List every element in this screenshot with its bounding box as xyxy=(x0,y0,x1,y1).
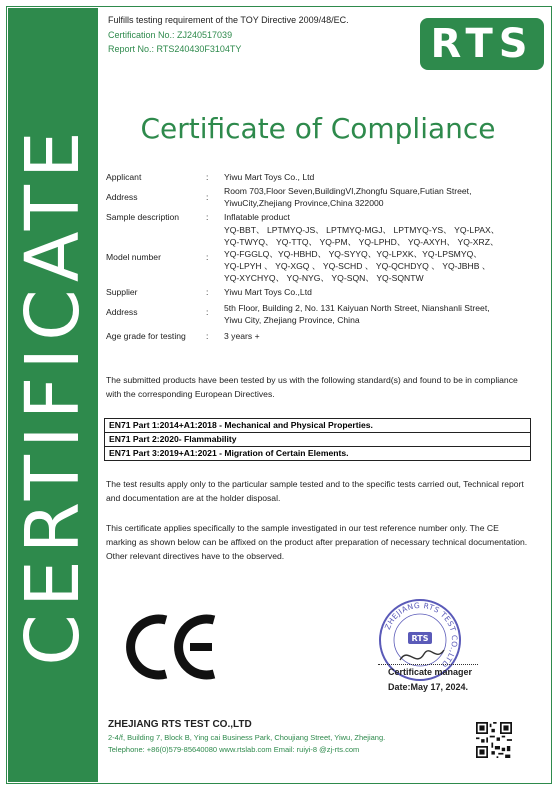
qr-code-icon[interactable] xyxy=(476,722,512,758)
supplier-address-label: Address xyxy=(106,307,138,317)
sample-value: Inflatable product xyxy=(224,212,290,222)
supplier-label: Supplier xyxy=(106,287,138,297)
certification-number: Certification No.: ZJ240517039 xyxy=(108,30,233,40)
page-title: Certificate of Compliance xyxy=(140,112,496,145)
field-colon: : xyxy=(206,331,209,341)
directive-line: Fulfills testing requirement of the TOY Directive 2009/48/EC. xyxy=(108,15,349,25)
footer-company: ZHEJIANG RTS TEST CO.,LTD xyxy=(108,719,252,730)
standard-row: EN71 Part 1:2014+A1:2018 - Mechanical and Physical Properties. xyxy=(105,419,530,433)
field-colon: : xyxy=(206,307,209,317)
footer-address: 2-4/f, Building 7, Block B, Ying cai Business Park, Choujiang Street, Yiwu, Zhejiang. xyxy=(108,733,386,742)
sidebar-certificate-text: CERTIFICATE xyxy=(10,124,96,666)
age-value: 3 years + xyxy=(224,331,260,341)
applicability-note: This certificate applies specifically to the sample investigated in our test reference number only. The CE marking as shown below can be affixed on the product after preparation of necessary technical documentation. Other relevant directives have to the observed. xyxy=(106,523,528,561)
applicant-value: Yiwu Mart Toys Co., Ltd xyxy=(224,172,315,182)
ce-mark-text: CE xyxy=(124,612,126,613)
address-value xyxy=(224,185,531,209)
address-line-2: YiwuCity,Zhejiang Province,China 322000 xyxy=(224,198,384,208)
model-value xyxy=(224,224,531,284)
results-note: The test results apply only to the particular sample tested and to the specific tests carried out, Technical report and documentation are at the holder disposal. xyxy=(106,479,524,503)
signature-line xyxy=(378,664,478,665)
sample-label: Sample description xyxy=(106,212,180,222)
standard-row: EN71 Part 3:2019+A1:2021 - Migration of Certain Elements. xyxy=(109,448,349,458)
address-label: Address xyxy=(106,192,138,202)
certificate-sidebar xyxy=(8,8,98,782)
seal-center-text: RTS xyxy=(411,634,429,643)
supplier-row xyxy=(106,286,531,298)
issue-date: Date:May 17, 2024. xyxy=(388,682,469,692)
field-colon: : xyxy=(206,287,209,297)
field-colon: : xyxy=(206,252,209,262)
address-line-1: Room 703,Floor Seven,BuildingVI,Zhongfu Square,Futian Street, xyxy=(224,186,472,196)
footer-contact: Telephone: +86(0)579-85640080 www.rtslab.com Email: ruiyi-8 @zj-rts.com xyxy=(108,745,360,754)
certificate-fields xyxy=(106,171,531,342)
sample-row xyxy=(106,211,531,223)
report-number: Report No.: RTS240430F3104TY xyxy=(108,44,242,54)
field-colon: : xyxy=(206,212,209,222)
certificate-manager: Certificate manager xyxy=(388,667,473,677)
supplier-address-row xyxy=(106,302,531,326)
age-label: Age grade for testing xyxy=(106,331,186,341)
seal-ring-text: ZHEJIANG RTS TEST CO.,LTD xyxy=(383,600,460,670)
field-colon: : xyxy=(206,192,209,202)
supplier-value: Yiwu Mart Toys Co.,Ltd xyxy=(224,287,312,297)
model-row xyxy=(106,224,531,284)
field-colon: : xyxy=(206,172,209,182)
rts-logo: RTS xyxy=(420,18,544,70)
supplier-address-line-1: 5th Floor, Building 2, No. 131 Kaiyuan North Street, Nianshanli Street, xyxy=(224,303,490,313)
age-row xyxy=(106,330,531,342)
model-line: YQ-LPYH 、 YQ-XGQ 、 YQ-SCHD 、 YQ-QCHDYQ 、 YQ-JBHB 、 xyxy=(224,261,491,271)
compliance-statement: The submitted products have been tested by us with the following standard(s) and found to be in compliance with the corresponding European Directives. xyxy=(106,375,518,399)
model-line: YQ-TWYQ、 YQ-TTQ、 YQ-PM、 YQ-LPHD、 YQ-AXYH、 YQ-XRZ、 xyxy=(224,237,499,247)
address-row xyxy=(106,185,531,209)
model-line: YQ-FGGLQ、YQ-HBHD、 YQ-SYYQ、YQ-LPXK、YQ-LPSMYQ、 xyxy=(224,249,482,259)
ce-mark-icon xyxy=(124,612,219,682)
model-line: YQ-XYCHYQ、 YQ-NYG、 YQ-SQN、 YQ-SQNTW xyxy=(224,273,424,283)
applicant-row xyxy=(106,171,531,183)
supplier-address-value xyxy=(224,302,531,326)
standards-table xyxy=(104,418,531,461)
standard-row: EN71 Part 2:2020- Flammability xyxy=(105,433,530,447)
model-label: Model number xyxy=(106,252,161,262)
supplier-address-line-2: Yiwu City, Zhejiang Province, China xyxy=(224,315,360,325)
model-line: YQ-BBT、 LPTMYQ-JS、 LPTMYQ-MGJ、 LPTMYQ-YS、 YQ-LPAX、 xyxy=(224,225,500,235)
applicant-label: Applicant xyxy=(106,172,142,182)
